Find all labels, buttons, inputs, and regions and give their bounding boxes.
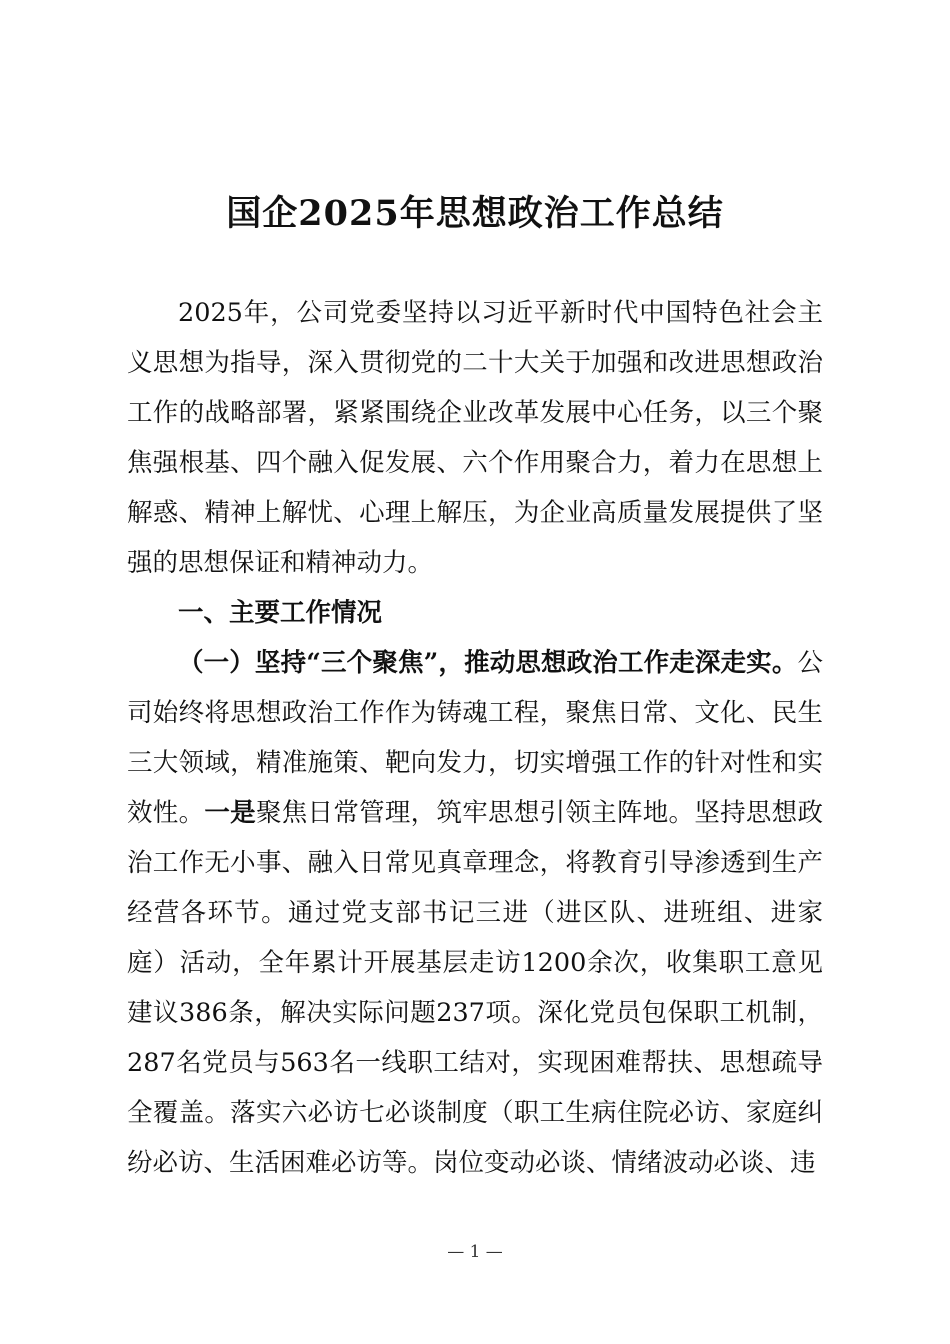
document-body <box>127 288 823 1188</box>
page-number: — 1 — <box>447 1242 503 1262</box>
section-heading: 一、主要工作情况 <box>178 598 383 628</box>
intro-paragraph: 2025年，公司党委坚持以习近平新时代中国特色社会主义思想为指导，深入贯彻党的二十大关于加强和改进思想政治工作的战略部署，紧紧围绕企业改革发展中心任务，以三个聚焦强根基、四个融入促发展、六个作用聚合力，着力在思想上解惑、精神上解忧、心理上解压，为企业高质量发展提供了坚强的思想保证和精神动力。 <box>127 298 823 578</box>
subsection-heading: （一）坚持“三个聚焦”，推动思想政治工作走深走实。 <box>178 648 798 678</box>
subsection-text-a: 公司始终将思想政治工作作为铸魂工程，聚焦日常、文化、民生三大领域，精准施策、靶向发力，切实增强工作的针对性和实效性。 <box>127 648 823 828</box>
item-lead: 一是 <box>204 798 256 828</box>
subsection-text-b: 聚焦日常管理，筑牢思想引领主阵地。坚持思想政治工作无小事、融入日常见真章理念，将教育引导渗透到生产经营各环节。通过党支部书记三进（进区队、进班组、进家庭）活动，全年累计开展基层走访1200余次，收集职工意见建议386条，解决实际问题237项。深化党员包保职工机制，287名党员与563名一线职工结对，实现困难帮扶、思想疏导全覆盖。落实六必访七必谈制度（职工生病住院必访、家庭纠纷必访、生活困难必访等。岗位变动必谈、情绪波动必谈、违 <box>127 798 823 1178</box>
document-title: 国企2025年思想政治工作总结 <box>226 193 724 234</box>
subsection-paragraph <box>127 638 823 1188</box>
